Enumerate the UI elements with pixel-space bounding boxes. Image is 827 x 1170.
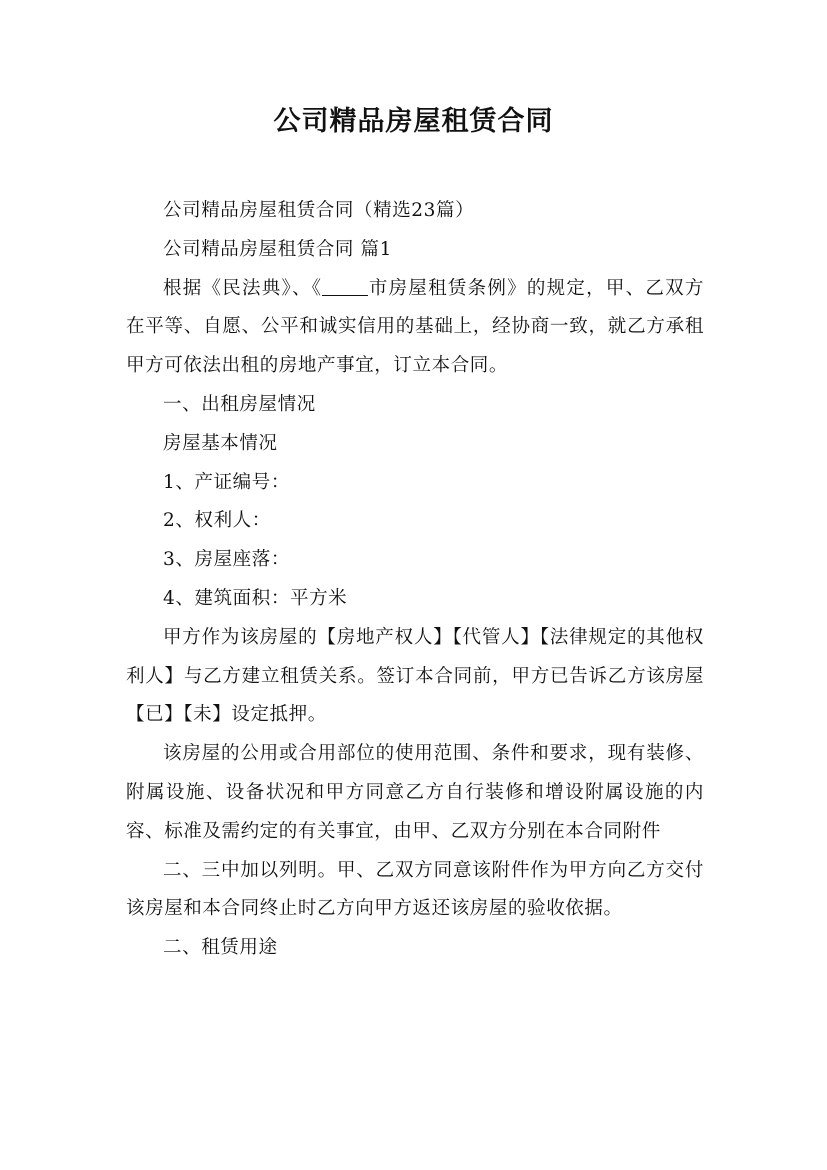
document-body (126, 192, 704, 968)
legal-basis-part-a: 根据《民法典》、《 (163, 277, 323, 299)
paragraph-certificate-number: 1、产证编号： (163, 471, 290, 493)
paragraph-heading-rental-use: 二、租赁用途 (163, 937, 278, 959)
legal-basis-part-b: 市房屋租赁条例》的规定，甲、乙双方在平等、自愿、公平和诚实信用的基础上，经协商一致，就乙方承租甲方可依法出租的房地产事宜，订立本合同。 (126, 277, 704, 377)
paragraph-section-heading: 公司精品房屋租赁合同 篇1 (163, 238, 392, 260)
paragraph-shared-areas: 该房屋的公用或合用部位的使用范围、条件和要求，现有装修、附属设施、设备状况和甲方同意乙方自行装修和增设附属设施的内容、标准及需约定的有关事宜，由甲、乙双方分别在本合同附件 (126, 743, 704, 842)
paragraph-lessor-status: 甲方作为该房屋的【房地产权人】【代管人】【法律规定的其他权利人】与乙方建立租赁关系。签订本合同前，甲方已告诉乙方该房屋【已】【未】设定抵押。 (126, 626, 704, 726)
paragraph-subtitle: 公司精品房屋租赁合同（精选23篇） (163, 200, 475, 221)
blank-city-underline (322, 276, 368, 296)
paragraph-legal-basis (126, 270, 704, 386)
paragraph-annex-listing: 二、三中加以列明。甲、乙双方同意该附件作为甲方向乙方交付该房屋和本合同终止时乙方向甲方返还该房屋的验收依据。 (126, 859, 704, 920)
paragraph-location: 3、房屋座落： (163, 549, 290, 571)
document-title: 公司精品房屋租赁合同 (273, 106, 554, 137)
paragraph-heading-rental-property: 一、出租房屋情况 (163, 393, 316, 415)
paragraph-floor-area: 4、建筑面积：平方米 (163, 587, 348, 609)
paragraph-owner: 2、权利人： (163, 510, 271, 532)
paragraph-property-basics: 房屋基本情况 (163, 432, 278, 454)
